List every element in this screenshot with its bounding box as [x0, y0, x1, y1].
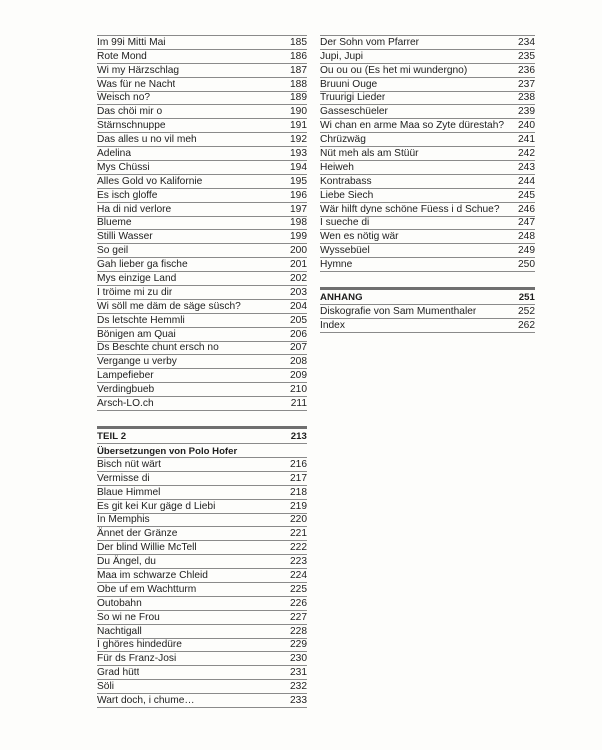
- toc-entry: [320, 203, 535, 217]
- toc-entry: [320, 319, 535, 333]
- entry-title: Ha di nid verlore: [97, 203, 172, 215]
- toc-entry: [320, 217, 535, 231]
- toc-entry: [97, 203, 307, 217]
- toc-entry: [97, 514, 307, 528]
- entry-page-number: 242: [518, 148, 535, 160]
- entry-page-number: 190: [290, 106, 307, 118]
- toc-entry: [97, 397, 307, 411]
- entry-page-number: 228: [290, 625, 307, 637]
- toc-entry: [320, 244, 535, 258]
- entry-title: Wyssebüel: [320, 245, 370, 257]
- toc-entry: [320, 258, 535, 272]
- toc-entry: [97, 78, 307, 92]
- toc-entry: [320, 105, 535, 119]
- toc-left-column: [97, 35, 307, 708]
- entry-page-number: 194: [290, 161, 307, 173]
- entry-title: Rote Mond: [97, 50, 147, 62]
- entry-page-number: 204: [290, 300, 307, 312]
- appendix-list: [320, 305, 535, 333]
- entry-page-number: 193: [290, 148, 307, 160]
- entry-title: Alles Gold vo Kalifornie: [97, 175, 203, 187]
- entry-title: Weisch no?: [97, 92, 151, 104]
- toc-entry: [320, 305, 535, 319]
- entry-page-number: 243: [518, 161, 535, 173]
- entry-page-number: 192: [290, 134, 307, 146]
- toc-entry: [97, 189, 307, 203]
- toc-entry: [97, 300, 307, 314]
- section-page: 251: [518, 292, 535, 304]
- entry-page-number: 249: [518, 245, 535, 257]
- entry-title: Das chöi mir o: [97, 106, 163, 118]
- toc-entry: [97, 527, 307, 541]
- entry-page-number: 225: [290, 583, 307, 595]
- toc-entry: [97, 258, 307, 272]
- entry-title: Verdingbueb: [97, 384, 155, 396]
- toc-entry: [97, 652, 307, 666]
- toc-entry: [320, 161, 535, 175]
- entry-title: Grad hütt: [97, 667, 140, 679]
- toc-entry: [97, 286, 307, 300]
- entry-page-number: 244: [518, 175, 535, 187]
- entry-title: Wi chan en arme Maa so Zyte dürestah?: [320, 120, 505, 132]
- entry-title: I ghöres hindedüre: [97, 639, 182, 651]
- entry-title: Ou ou ou (Es het mi wundergno): [320, 64, 468, 76]
- entry-page-number: 210: [290, 384, 307, 396]
- entry-title: Wi my Härzschlag: [97, 64, 180, 76]
- entry-title: Der Sohn vom Pfarrer: [320, 36, 420, 48]
- entry-page-number: 198: [290, 217, 307, 229]
- toc-entry: [320, 50, 535, 64]
- entry-page-number: 195: [290, 175, 307, 187]
- entry-title: Nachtigall: [97, 625, 142, 637]
- entry-title: Was für ne Nacht: [97, 78, 176, 90]
- entry-page-number: 232: [290, 681, 307, 693]
- spacer: [320, 272, 535, 287]
- entry-page-number: 208: [290, 356, 307, 368]
- entry-title: I sueche di: [320, 217, 370, 229]
- entry-title: Für ds Franz-Josi: [97, 653, 177, 665]
- toc-entry: [320, 133, 535, 147]
- entry-page-number: 248: [518, 231, 535, 243]
- entry-title: Kontrabass: [320, 175, 372, 187]
- entry-title: Gah lieber ga fische: [97, 259, 188, 271]
- toc-entry: [97, 458, 307, 472]
- entry-title: Bönigen am Quai: [97, 328, 176, 340]
- entry-title: Truurigi Lieder: [320, 92, 386, 104]
- toc-entry: [97, 355, 307, 369]
- entry-page-number: 188: [290, 78, 307, 90]
- entry-page-number: 185: [290, 36, 307, 48]
- entry-title: Der blind Willie McTell: [97, 542, 197, 554]
- toc-entry: [320, 119, 535, 133]
- entry-page-number: 216: [290, 458, 307, 470]
- section-subtitle: Übersetzungen von Polo Hofer: [97, 444, 307, 458]
- entry-title: Chrüzwäg: [320, 134, 366, 146]
- entry-title: Ds letschte Hemmli: [97, 314, 185, 326]
- toc-entry: [97, 639, 307, 653]
- entry-page-number: 191: [290, 120, 307, 132]
- toc-entry: [97, 119, 307, 133]
- entry-title: Im 99i Mitti Mai: [97, 36, 166, 48]
- entry-page-number: 237: [518, 78, 535, 90]
- toc-entry: [97, 569, 307, 583]
- toc-entry: [97, 680, 307, 694]
- entry-title: Bruuni Ouge: [320, 78, 378, 90]
- entry-page-number: 221: [290, 528, 307, 540]
- entry-page-number: 209: [290, 370, 307, 382]
- entry-title: Hymne: [320, 259, 353, 271]
- section-page: 213: [290, 431, 307, 443]
- entry-page-number: 231: [290, 667, 307, 679]
- entry-page-number: 229: [290, 639, 307, 651]
- song-list-teil2: [97, 458, 307, 708]
- entry-title: Heiweh: [320, 161, 354, 173]
- entry-title: Lampefieber: [97, 370, 154, 382]
- entry-title: Es git kei Kur gäge d Liebi: [97, 500, 216, 512]
- entry-page-number: 262: [518, 319, 535, 331]
- entry-page-number: 207: [290, 342, 307, 354]
- entry-page-number: 241: [518, 134, 535, 146]
- toc-entry: [97, 611, 307, 625]
- toc-entry: [97, 217, 307, 231]
- entry-title: Nüt meh als am Stüür: [320, 148, 419, 160]
- toc-entry: [320, 147, 535, 161]
- entry-page-number: 199: [290, 231, 307, 243]
- entry-page-number: 187: [290, 64, 307, 76]
- spacer: [97, 411, 307, 426]
- entry-page-number: 234: [518, 36, 535, 48]
- entry-page-number: 205: [290, 314, 307, 326]
- toc-entry: [320, 175, 535, 189]
- entry-title: Das alles u no vil meh: [97, 134, 197, 146]
- entry-title: Wart doch, i chume…: [97, 694, 195, 706]
- toc-entry: [97, 133, 307, 147]
- toc-entry: [97, 342, 307, 356]
- entry-title: Wen es nötig wär: [320, 231, 399, 243]
- toc-entry: [97, 175, 307, 189]
- entry-page-number: 230: [290, 653, 307, 665]
- entry-title: Index: [320, 319, 345, 331]
- entry-title: In Memphis: [97, 514, 150, 526]
- toc-entry: [97, 694, 307, 708]
- toc-entry: [97, 105, 307, 119]
- entry-page-number: 252: [518, 306, 535, 318]
- toc-entry: [97, 597, 307, 611]
- entry-page-number: 186: [290, 50, 307, 62]
- toc-entry: [97, 272, 307, 286]
- toc-entry: [97, 583, 307, 597]
- entry-title: Adelina: [97, 148, 131, 160]
- toc-entry: [97, 383, 307, 397]
- toc-entry: [320, 92, 535, 106]
- entry-page-number: 226: [290, 597, 307, 609]
- entry-page-number: 233: [290, 694, 307, 706]
- toc-entry: [97, 328, 307, 342]
- entry-title: Söli: [97, 681, 114, 693]
- entry-page-number: 222: [290, 542, 307, 554]
- entry-page-number: 196: [290, 189, 307, 201]
- entry-page-number: 206: [290, 328, 307, 340]
- entry-title: I tröime mi zu dir: [97, 286, 173, 298]
- entry-title: Stilli Wasser: [97, 231, 153, 243]
- entry-title: Outobahn: [97, 597, 142, 609]
- entry-title: Mys Chüssi: [97, 161, 150, 173]
- entry-title: Stärnschnuppe: [97, 120, 166, 132]
- entry-page-number: 246: [518, 203, 535, 215]
- entry-page-number: 202: [290, 273, 307, 285]
- toc-entry: [320, 36, 535, 50]
- entry-title: Blueme: [97, 217, 132, 229]
- toc-entry: [97, 147, 307, 161]
- entry-page-number: 235: [518, 50, 535, 62]
- entry-title: Jupi, Jupi: [320, 50, 364, 62]
- toc-entry: [97, 541, 307, 555]
- entry-title: Es isch gloffe: [97, 189, 158, 201]
- toc-entry: [320, 78, 535, 92]
- toc-entry: [97, 500, 307, 514]
- entry-title: So wi ne Frou: [97, 611, 160, 623]
- song-list-part1: [97, 35, 307, 411]
- toc-entry: [97, 244, 307, 258]
- entry-page-number: 203: [290, 286, 307, 298]
- entry-page-number: 223: [290, 556, 307, 568]
- entry-title: Wär hilft dyne schöne Füess i d Schue?: [320, 203, 500, 215]
- entry-page-number: 201: [290, 259, 307, 271]
- section-header-anhang: [320, 287, 535, 305]
- entry-title: Obe uf em Wachtturm: [97, 583, 197, 595]
- entry-page-number: 247: [518, 217, 535, 229]
- toc-right-column: [320, 35, 535, 333]
- entry-page-number: 220: [290, 514, 307, 526]
- entry-page-number: 238: [518, 92, 535, 104]
- entry-page-number: 189: [290, 92, 307, 104]
- entry-title: Maa im schwarze Chleid: [97, 569, 208, 581]
- entry-title: Ds Beschte chunt ersch no: [97, 342, 219, 354]
- entry-page-number: 239: [518, 106, 535, 118]
- entry-title: Du Ängel, du: [97, 556, 156, 568]
- section-label: ANHANG: [320, 292, 363, 304]
- toc-entry: [97, 666, 307, 680]
- entry-title: Diskografie von Sam Mumenthaler: [320, 306, 477, 318]
- toc-entry: [97, 625, 307, 639]
- entry-page-number: 236: [518, 64, 535, 76]
- toc-entry: [97, 369, 307, 383]
- toc-entry: [320, 230, 535, 244]
- entry-title: Blaue Himmel: [97, 486, 161, 498]
- section-label: TEIL 2: [97, 431, 127, 443]
- entry-page-number: 200: [290, 245, 307, 257]
- entry-title: Wi söll me däm de säge süsch?: [97, 300, 241, 312]
- toc-entry: [97, 64, 307, 78]
- toc-entry: [97, 555, 307, 569]
- section-header-teil2: [97, 426, 307, 444]
- toc-entry: [97, 92, 307, 106]
- entry-title: Ännet der Gränze: [97, 528, 178, 540]
- toc-entry: [97, 36, 307, 50]
- entry-title: Liebe Siech: [320, 189, 374, 201]
- entry-page-number: 217: [290, 472, 307, 484]
- toc-entry: [97, 472, 307, 486]
- toc-entry: [320, 189, 535, 203]
- toc-entry: [97, 230, 307, 244]
- entry-page-number: 211: [290, 398, 307, 410]
- entry-page-number: 218: [290, 486, 307, 498]
- entry-title: Gasseschüeler: [320, 106, 388, 118]
- toc-entry: [97, 314, 307, 328]
- entry-title: Bisch nüt wärt: [97, 458, 161, 470]
- toc-entry: [97, 50, 307, 64]
- entry-page-number: 219: [290, 500, 307, 512]
- entry-page-number: 240: [518, 120, 535, 132]
- entry-title: So geil: [97, 245, 129, 257]
- entry-title: Vergange u verby: [97, 356, 177, 368]
- entry-page-number: 227: [290, 611, 307, 623]
- entry-page-number: 224: [290, 569, 307, 581]
- entry-page-number: 245: [518, 189, 535, 201]
- toc-entry: [97, 161, 307, 175]
- entry-page-number: 197: [290, 203, 307, 215]
- entry-title: Vermisse di: [97, 472, 150, 484]
- toc-entry: [97, 486, 307, 500]
- song-list-part1-continued: [320, 35, 535, 272]
- entry-title: Arsch-LO.ch: [97, 398, 154, 410]
- toc-entry: [320, 64, 535, 78]
- entry-title: Mys einzige Land: [97, 273, 177, 285]
- entry-page-number: 250: [518, 259, 535, 271]
